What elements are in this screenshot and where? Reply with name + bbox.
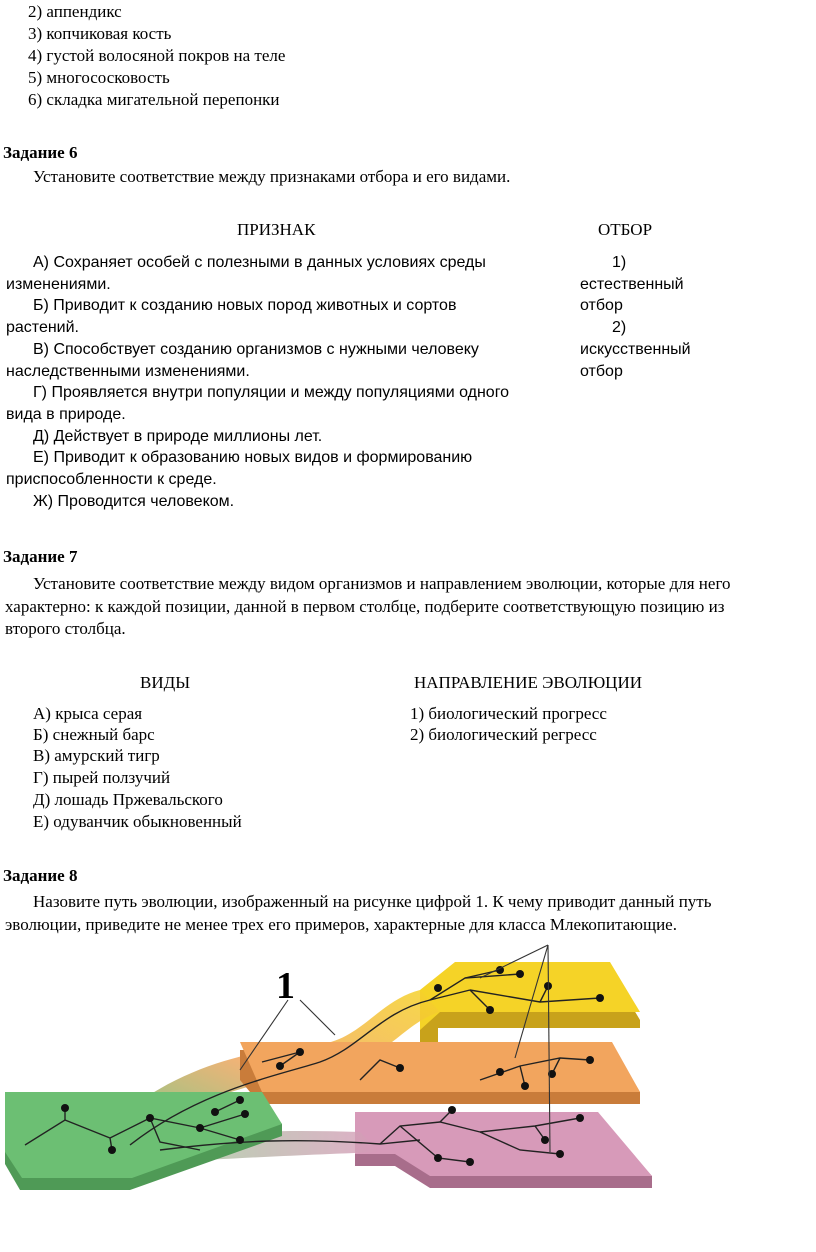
task6-left-header: ПРИЗНАК xyxy=(237,220,316,239)
list-item: Д) лошадь Пржевальского xyxy=(33,790,223,809)
criterion-line: наследственными изменениями. xyxy=(6,362,250,380)
figure-label-1: 1 xyxy=(276,965,295,1007)
criterion-line: изменениями. xyxy=(6,275,111,293)
list-item: Б) снежный барс xyxy=(33,725,155,744)
criterion-line: А) Сохраняет особей с полезными в данных условиях среды xyxy=(33,254,486,271)
list-item: 1) биологический прогресс xyxy=(410,704,607,723)
list-item: 4) густой волосяной покров на теле xyxy=(28,46,286,65)
selection-line: естественный xyxy=(580,275,684,293)
list-item: В) амурский тигр xyxy=(33,746,160,765)
task7-right-header: НАПРАВЛЕНИЕ ЭВОЛЮЦИИ xyxy=(414,673,643,692)
task8-heading: Задание 8 xyxy=(3,866,78,885)
list-item: Г) пырей ползучий xyxy=(33,768,171,787)
criterion-line: Г) Проявляется внутри популяции и между популяциями одного xyxy=(33,384,510,402)
selection-line: искусственный xyxy=(580,340,691,358)
task6-heading: Задание 6 xyxy=(3,143,78,162)
evolution-paths-figure xyxy=(0,940,816,1240)
list-item: Е) одуванчик обыкновенный xyxy=(33,812,242,831)
list-item: 5) многососковость xyxy=(28,68,170,87)
criterion-line: В) Способствует созданию организмов с нужными человеку xyxy=(33,340,479,358)
list-item: 3) копчиковая кость xyxy=(28,24,172,43)
list-item: 2) аппендикс xyxy=(28,2,122,21)
criterion-line: приспособленности к среде. xyxy=(6,471,217,488)
selection-line: отбор xyxy=(580,297,623,315)
criterion-line: Б) Приводит к созданию новых пород животных и сортов xyxy=(33,297,457,315)
criterion-line: Е) Приводит к образованию новых видов и формированию xyxy=(33,449,473,467)
pink-plate xyxy=(355,1112,652,1188)
task6-instruction: Установите соответствие между признаками отбора и его видами. xyxy=(33,167,511,186)
task7-heading: Задание 7 xyxy=(3,547,78,566)
criterion-line: Ж) Проводится человеком. xyxy=(33,492,235,510)
criterion-line: Д) Действует в природе миллионы лет. xyxy=(33,427,323,445)
criterion-line: растений. xyxy=(6,319,79,337)
selection-line: отбор xyxy=(580,362,623,380)
task6-right-header: ОТБОР xyxy=(598,220,653,239)
selection-line: 2) xyxy=(612,319,627,337)
selection-line: 1) xyxy=(612,254,627,271)
list-item: 2) биологический регресс xyxy=(410,725,597,744)
list-item: А) крыса серая xyxy=(33,704,143,723)
criterion-line: вида в природе. xyxy=(6,405,126,423)
list-item: 6) складка мигательной перепонки xyxy=(28,90,280,109)
task7-left-header: ВИДЫ xyxy=(140,673,191,692)
